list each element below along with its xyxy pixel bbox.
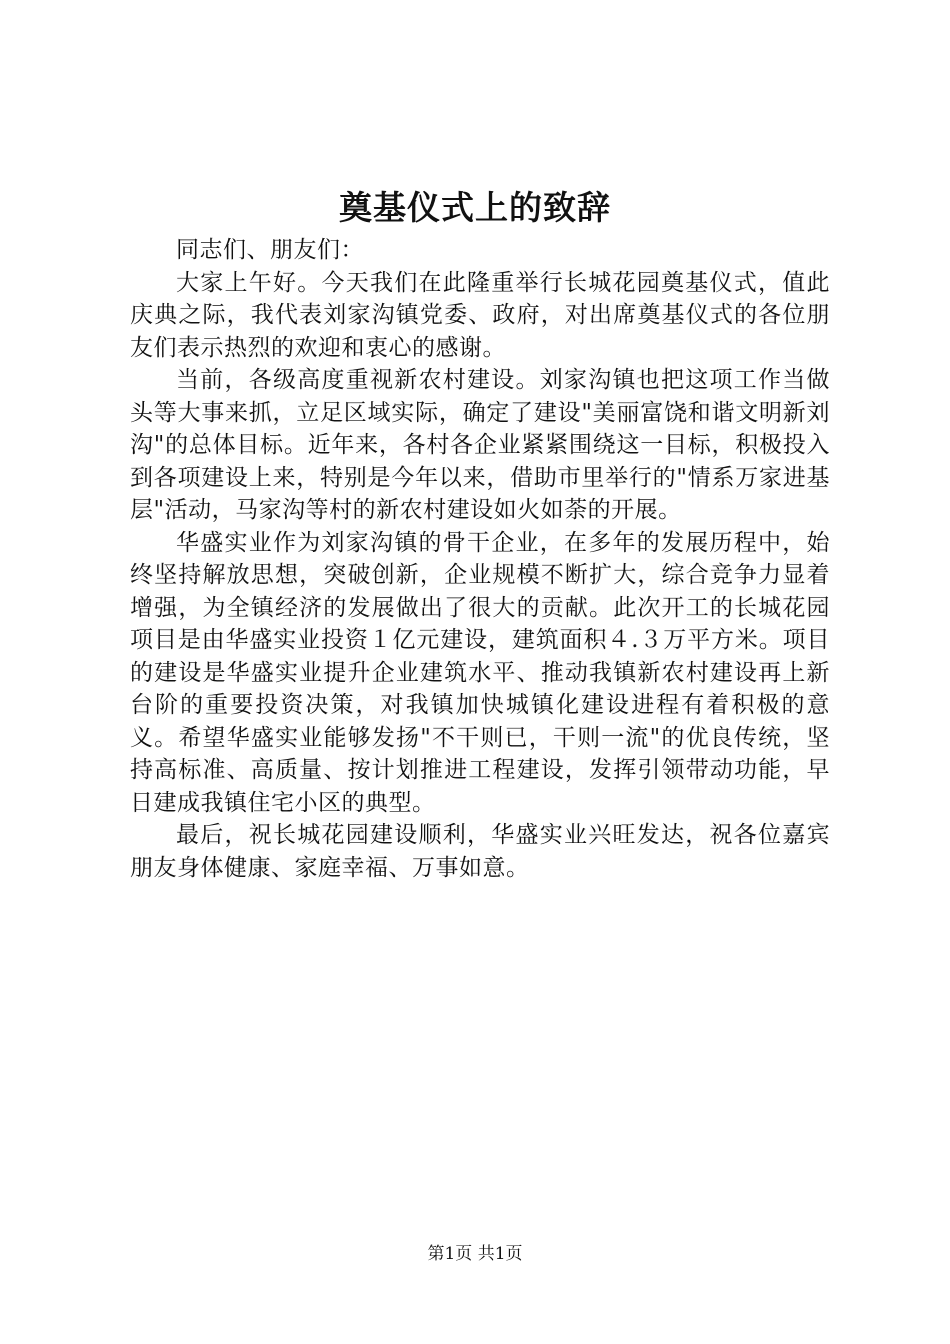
paragraph-1: 大家上午好。今天我们在此隆重举行长城花园奠基仪式，值此庆典之际，我代表刘家沟镇党委、政府，对出席奠基仪式的各位朋友们表示热烈的欢迎和衷心的感谢。: [130, 269, 830, 361]
salutation: 同志们、朋友们：: [176, 237, 364, 263]
paragraph-4: 最后，祝长城花园建设顺利，华盛实业兴旺发达，祝各位嘉宾朋友身体健康、家庭幸福、万事如意。: [130, 822, 830, 881]
paragraph-2: 当前，各级高度重视新农村建设。刘家沟镇也把这项工作当做头等大事来抓，立足区域实际，确定了建设"美丽富饶和谐文明新刘沟"的总体目标。近年来，各村各企业紧紧围绕这一目标，积极投入到各项建设上来，特别是今年以来，借助市里举行的"情系万家进基层"活动，马家沟等村的新农村建设如火如荼的开展。: [130, 367, 830, 523]
paragraph-3: 华盛实业作为刘家沟镇的骨干企业，在多年的发展历程中，始终坚持解放思想，突破创新，企业规模不断扩大，综合竞争力显着增强，为全镇经济的发展做出了很大的贡献。此次开工的长城花园项目是由华盛实业投资１亿元建设，建筑面积４.３万平方米。项目的建设是华盛实业提升企业建筑水平、推动我镇新农村建设再上新台阶的重要投资决策，对我镇加快城镇化建设进程有着积极的意义。希望华盛实业能够发扬"不干则已，干则一流"的优良传统，坚持高标准、高质量、按计划推进工程建设，发挥引领带动功能，早日建成我镇住宅小区的典型。: [130, 529, 830, 816]
page-number-footer: 第1页 共1页: [427, 1244, 523, 1264]
document-title: 奠基仪式上的致辞: [339, 188, 611, 227]
document-body: [130, 234, 830, 884]
